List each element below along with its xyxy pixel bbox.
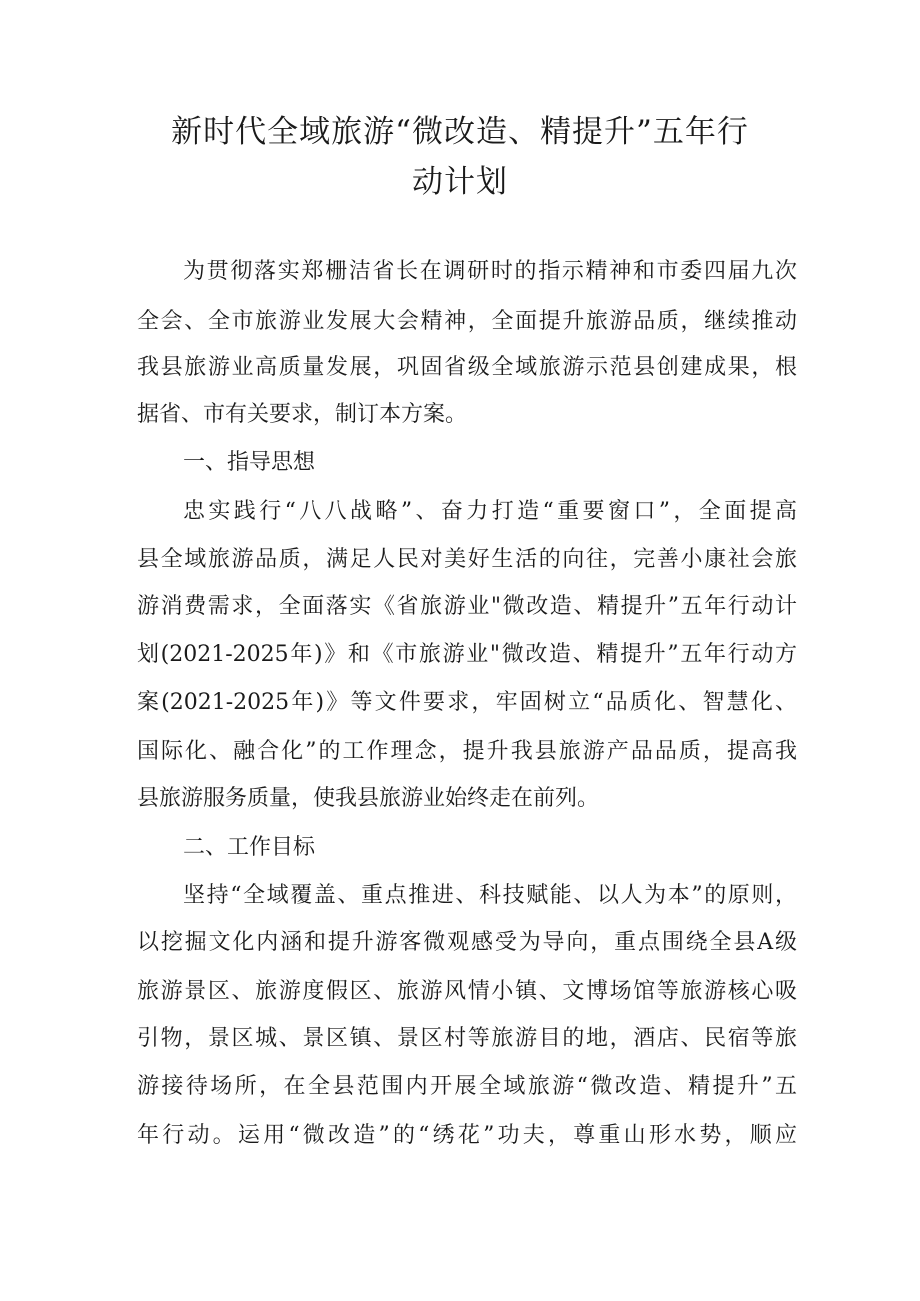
section1-line: 县全域旅游品质，满足人民对美好生活的向往，完善小康社会旅 (137, 547, 797, 572)
section-heading-1: 一、指导思想 (183, 450, 316, 475)
section2-line: 坚持“全域覆盖、重点推进、科技赋能、以人为本”的原则， (183, 883, 797, 908)
section2-line: 引物，景区城、景区镇、景区村等旅游目的地，酒店、民宿等旅 (137, 1026, 797, 1051)
section1-line: 忠实践行“八八战略”、奋力打造“重要窗口”，全面提高 (183, 499, 797, 524)
section-heading-2: 二、工作目标 (183, 835, 316, 860)
intro-line: 我县旅游业高质量发展，巩固省级全域旅游示范县创建成果，根 (137, 355, 797, 380)
intro-line: 全会、全市旅游业发展大会精神，全面提升旅游品质，继续推动 (137, 309, 797, 334)
intro-line: 为贯彻落实郑栅洁省长在调研时的指示精神和市委四届九次 (183, 259, 797, 284)
intro-line: 据省、市有关要求，制订本方案。 (137, 402, 468, 427)
document-title-line-1: 新时代全域旅游“微改造、精提升”五年行 (171, 114, 749, 150)
section1-line: 划(2021-2025年)》和《市旅游业"微改造、精提升”五年行动方 (137, 642, 797, 667)
section2-line: 旅游景区、旅游度假区、旅游风情小镇、文博场馆等旅游核心吸 (137, 979, 797, 1004)
section1-line: 国际化、融合化”的工作理念，提升我县旅游产品品质，提高我 (137, 739, 797, 764)
section1-line: 游消费需求，全面落实《省旅游业"微改造、精提升”五年行动计 (137, 594, 797, 619)
document-title-line-2: 动计划 (412, 164, 508, 200)
section1-line: 县旅游服务质量，使我县旅游业始终走在前列。 (137, 786, 600, 811)
section2-line: 游接待场所，在全县范围内开展全域旅游“微改造、精提升”五 (137, 1074, 797, 1099)
section1-line: 案(2021-2025年)》等文件要求，牢固树立“品质化、智慧化、 (137, 690, 797, 715)
section2-line: 年行动。运用“微改造”的“绣花”功夫，尊重山形水势，顺应 (137, 1123, 797, 1148)
section2-line: 以挖掘文化内涵和提升游客微观感受为导向，重点围绕全县A级 (137, 930, 797, 955)
